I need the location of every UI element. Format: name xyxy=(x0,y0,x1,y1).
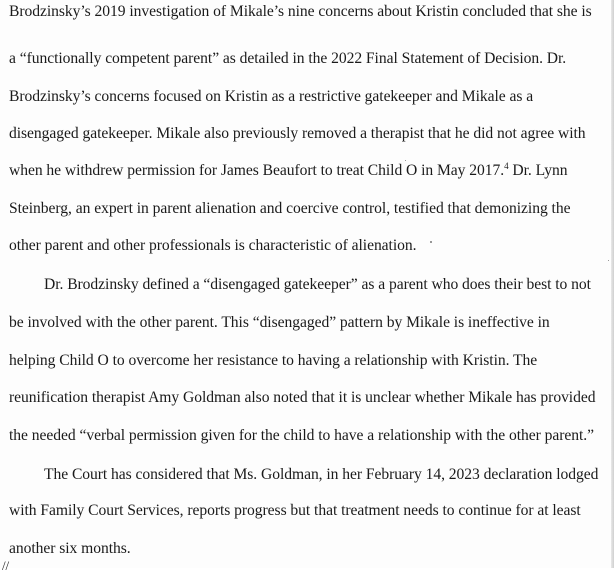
paragraph-2-line-5: the needed “verbal permission given for the child to have a relationship with the other parent.” xyxy=(9,427,594,444)
paragraph-3-line-2: with Family Court Services, reports progress but that treatment needs to continue for at least xyxy=(9,502,581,519)
paragraph-3-line-1: The Court has considered that Ms. Goldman, in her February 14, 2023 declaration lodged xyxy=(44,466,599,483)
paragraph-1-line-6: Steinberg, an expert in parent alienation and coercive control, testified that demonizing the xyxy=(9,200,571,217)
scan-speck xyxy=(430,241,432,243)
footnote-reference: 4 xyxy=(504,161,509,171)
paragraph-1-line-4: disengaged gatekeeper. Mikale also previously removed a therapist that he did not agree with xyxy=(9,125,586,142)
paragraph-1-line-7: other parent and other professionals is characteristic of alienation. xyxy=(9,237,417,254)
continuation-marker: // xyxy=(2,558,10,573)
paragraph-3-line-3: another six months. xyxy=(9,540,131,557)
paragraph-2-line-3: helping Child O to overcome her resistance to having a relationship with Kristin. The xyxy=(9,352,538,369)
paragraph-2-line-1: Dr. Brodzinsky defined a “disengaged gatekeeper” as a parent who does their best to not xyxy=(44,276,591,293)
paragraph-2-line-2: be involved with the other parent. This “disengaged” pattern by Mikale is ineffective in xyxy=(9,314,550,331)
scan-speck xyxy=(405,160,406,161)
paragraph-1-line-2: a “functionally competent parent” as detailed in the 2022 Final Statement of Decision. Dr. xyxy=(9,50,567,67)
paragraph-1-line-5-tail: Dr. Lynn xyxy=(508,162,568,179)
scan-speck xyxy=(608,260,609,261)
paragraph-2-line-4: reunification therapist Amy Goldman also noted that it is unclear whether Mikale has provided xyxy=(9,389,596,406)
paragraph-1-line-1: Brodzinsky’s 2019 investigation of Mikale’s nine concerns about Kristin concluded that she is xyxy=(9,3,592,20)
paragraph-1-line-5-text: when he withdrew permission for James Beaufort to treat Child O in May 2017. xyxy=(9,162,505,179)
paragraph-1-line-3: Brodzinsky’s concerns focused on Kristin as a restrictive gatekeeper and Mikale as a xyxy=(9,88,534,105)
paragraph-1-line-5 xyxy=(9,162,567,180)
